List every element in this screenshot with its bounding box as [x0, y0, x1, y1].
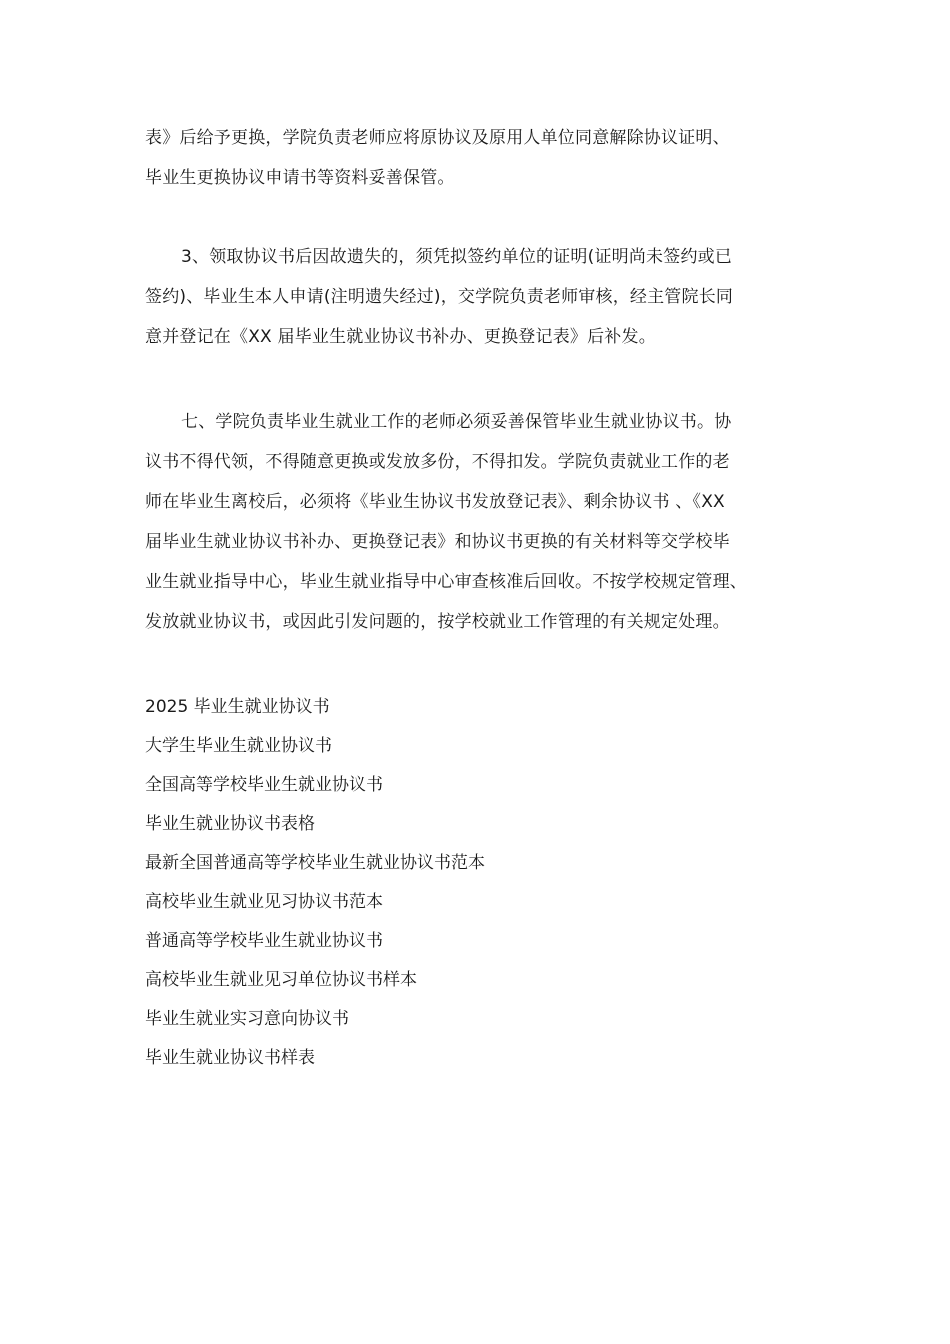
- related-link[interactable]: 高校毕业生就业见习协议书范本: [145, 892, 383, 912]
- paragraph-line: 意并登记在《XX 届毕业生就业协议书补办、更换登记表》后补发。: [145, 327, 656, 347]
- paragraph-article-seven: [145, 402, 810, 642]
- paragraph-line: 届毕业生就业协议书补办、更换登记表》和协议书更换的有关材料等交学校毕: [145, 532, 730, 552]
- related-documents-list: [145, 688, 745, 1078]
- paragraph-line: 表》后给予更换，学院负责老师应将原协议及原用人单位同意解除协议证明、: [145, 128, 730, 148]
- related-link[interactable]: 毕业生就业实习意向协议书: [145, 1009, 349, 1029]
- related-link[interactable]: 2025 毕业生就业协议书: [145, 697, 330, 717]
- paragraph-lost-agreement: [145, 237, 810, 357]
- paragraph-line: 业生就业指导中心，毕业生就业指导中心审查核准后回收。不按学校规定管理、: [145, 572, 747, 592]
- paragraph-line: 七、学院负责毕业生就业工作的老师必须妥善保管毕业生就业协议书。协: [181, 412, 732, 432]
- related-link[interactable]: 最新全国普通高等学校毕业生就业协议书范本: [145, 853, 485, 873]
- paragraph-line: 发放就业协议书，或因此引发问题的，按学校就业工作管理的有关规定处理。: [145, 612, 730, 632]
- paragraph-line: 签约)、毕业生本人申请(注明遗失经过)，交学院负责老师审核，经主管院长同: [145, 287, 734, 307]
- paragraph-line: 议书不得代领，不得随意更换或发放多份，不得扣发。学院负责就业工作的老: [145, 452, 730, 472]
- paragraph-line: 3、领取协议书后因故遗失的，须凭拟签约单位的证明(证明尚未签约或已: [181, 247, 733, 267]
- paragraph-line: 毕业生更换协议申请书等资料妥善保管。: [145, 168, 455, 188]
- related-link[interactable]: 毕业生就业协议书表格: [145, 814, 315, 834]
- paragraph-line: 师在毕业生离校后，必须将《毕业生协议书发放登记表》、剩余协议书 、《XX: [145, 492, 725, 512]
- related-link[interactable]: 高校毕业生就业见习单位协议书样本: [145, 970, 417, 990]
- related-link[interactable]: 全国高等学校毕业生就业协议书: [145, 775, 383, 795]
- related-link[interactable]: 毕业生就业协议书样表: [145, 1048, 315, 1068]
- paragraph-replacement-continued: [145, 118, 810, 198]
- related-link[interactable]: 大学生毕业生就业协议书: [145, 736, 332, 756]
- related-link[interactable]: 普通高等学校毕业生就业协议书: [145, 931, 383, 951]
